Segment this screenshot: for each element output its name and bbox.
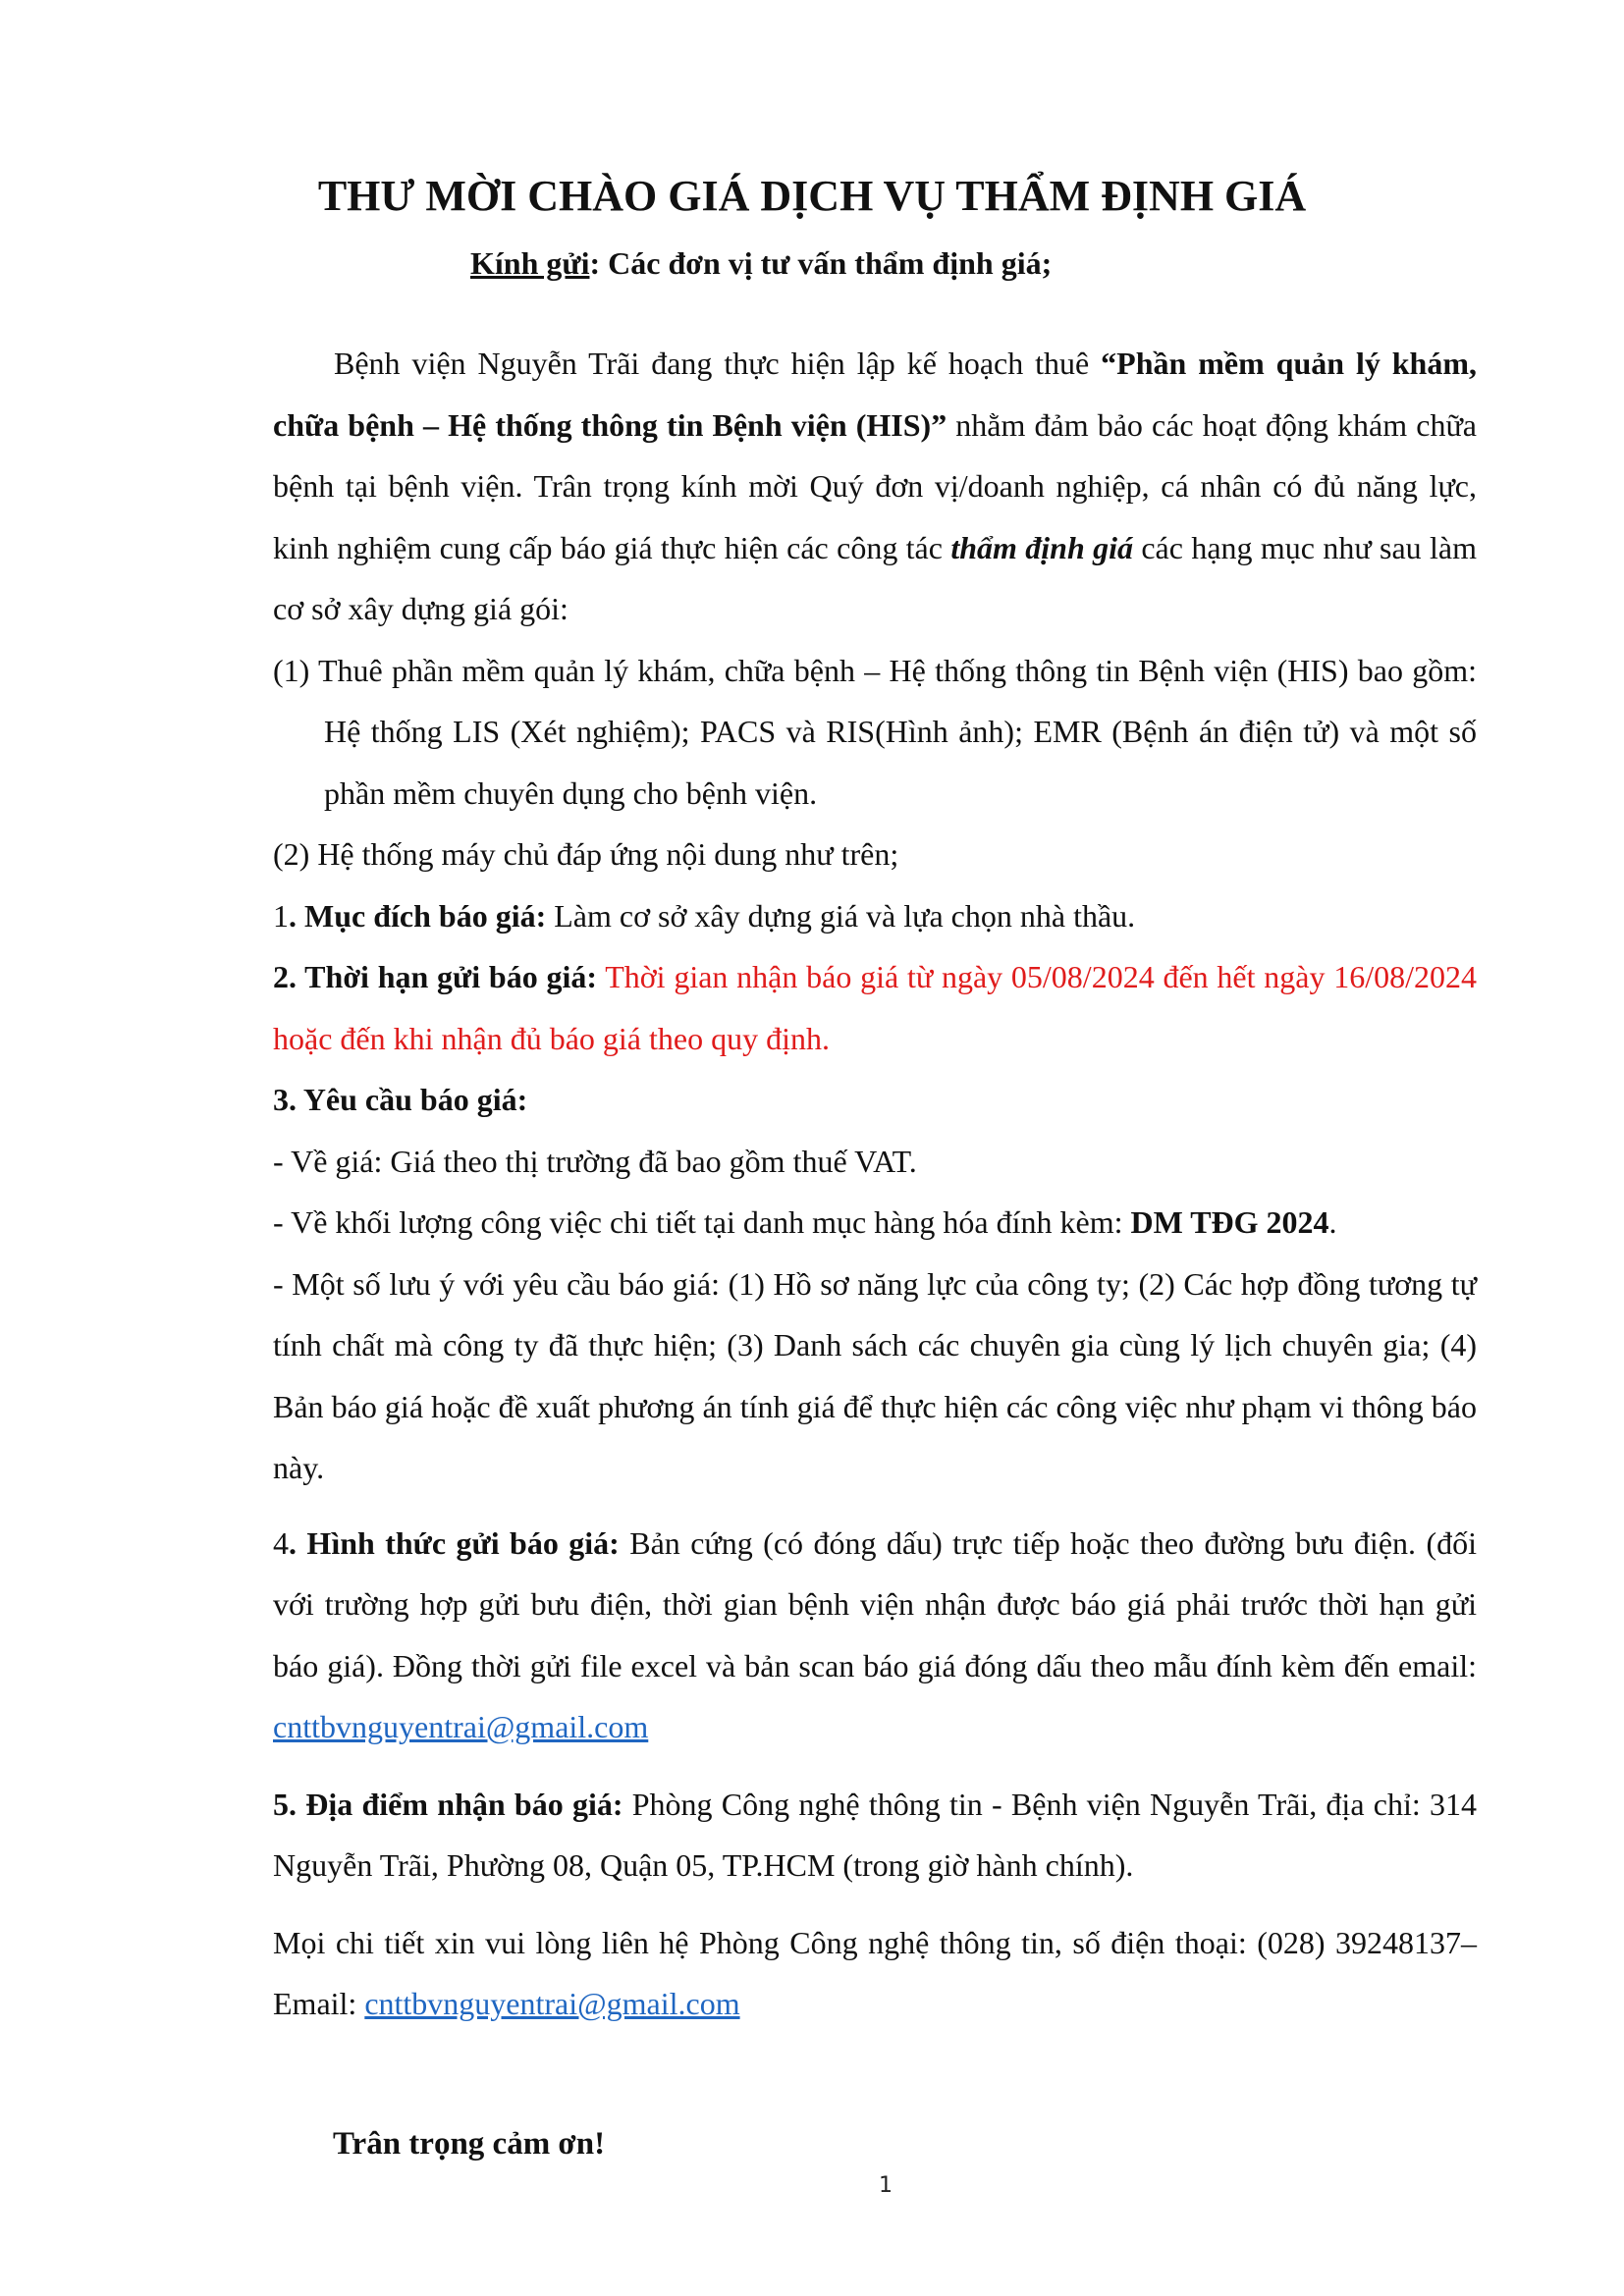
section-heading: . Hình thức gửi báo giá:: [289, 1524, 620, 1561]
contact-email-link[interactable]: cnttbvnguyentrai@gmail.com: [364, 1986, 740, 2021]
section-text: Bản cứng (có đóng dấu) trực tiếp hoặc theo đường bưu điện. (đối với trường hợp gửi bưu điện, thời gian bệnh viện nhận được báo giá phải trước thời hạn gửi báo giá). Đồng thời gửi file excel và bản scan báo giá đóng dấu theo mẫu đính kèm đến email:: [273, 1524, 1478, 1683]
list-item: (1) Thuê phần mềm quản lý khám, chữa bệnh – Hệ thống thông tin Bệnh viện (HIS) bao gồm: Hệ thống LIS (Xét nghiệm); PACS và RIS(Hình ảnh); EMR (Bệnh án điện tử) và một số phần mềm chuyên dụng cho bệnh viện.: [273, 652, 1477, 811]
closing-text: Trân trọng cảm ơn!: [333, 2126, 606, 2162]
page-number: [0, 2171, 1624, 2201]
section-heading: 2. Thời hạn gửi báo giá:: [273, 959, 598, 994]
section-text: Phòng Công nghệ thông tin - Bệnh viện Nguyễn Trãi, địa chỉ: 314 Nguyễn Trãi, Phường 08, Quận 05, TP.HCM (trong giờ hành chính).: [273, 1786, 1478, 1883]
section-text: Làm cơ sở xây dựng giá và lựa chọn nhà thầu.: [546, 897, 1136, 934]
intro-text-2: nhằm đảm bảo các hoạt động khám chữa bệnh tại bệnh viện. Trân trọng kính mời Quý đơn vị/doanh nghiệp, cá nhân có đủ năng lực, kinh nghiệm cung cấp báo giá thực hiện các công tác: [273, 406, 1478, 565]
contact-text: Mọi chi tiết xin vui lòng liên hệ Phòng Công nghệ thông tin, số điện thoại: (028) 39248137– Email:: [273, 1924, 1477, 2021]
salutation-recipient: Các đơn vị tư vấn thẩm định giá;: [600, 245, 1053, 281]
requirement-price: - Về giá: Giá theo thị trường đã bao gồm thuế VAT.: [273, 1143, 917, 1179]
page-number-value: 1: [879, 2173, 893, 2198]
intro-emphasis: thẩm định giá: [950, 529, 1133, 565]
section-requirements-heading: 3. Yêu cầu báo giá:: [273, 1082, 528, 1117]
requirement-volume-end: .: [1328, 1204, 1337, 1240]
salutation-label: Kính gửi: [470, 245, 590, 281]
section-heading: 5. Địa điểm nhận báo giá:: [273, 1786, 623, 1822]
document-body: [273, 333, 1477, 2035]
intro-paragraph: [273, 333, 1477, 640]
intro-text-3: các hạng mục như sau làm cơ sở xây dựng giá gói:: [273, 529, 1478, 626]
contact-paragraph: [273, 1912, 1477, 2035]
section-deadline: [273, 946, 1477, 1069]
section-heading: . Mục đích báo giá:: [289, 897, 547, 934]
section-purpose: [273, 885, 1477, 947]
attachment-name: DM TĐG 2024: [1130, 1204, 1329, 1240]
section-location: [273, 1774, 1477, 1896]
section-number: 1: [273, 897, 289, 934]
section-submission: [273, 1513, 1477, 1758]
requirement-notes: - Một số lưu ý với yêu cầu báo giá: (1) Hồ sơ năng lực của công ty; (2) Các hợp đồng tương tự tính chất mà công ty đã thực hiện; (3) Danh sách các chuyên gia cùng lý lịch chuyên gia; (4) Bản báo giá hoặc đề xuất phương án tính giá để thực hiện các công việc như phạm vi thông báo này.: [273, 1265, 1477, 1485]
project-name: “Phần mềm quản lý khám, chữa bệnh – Hệ thống thông tin Bệnh viện (HIS)”: [273, 346, 1478, 443]
document-title: THƯ MỜI CHÀO GIÁ DỊCH VỤ THẨM ĐỊNH GIÁ: [317, 172, 1307, 220]
list-item: (2) Hệ thống máy chủ đáp ứng nội dung như trên;: [273, 836, 899, 872]
requirement-volume-text: - Về khối lượng công việc chi tiết tại danh mục hàng hóa đính kèm:: [273, 1204, 1131, 1240]
section-number: 4: [273, 1524, 289, 1561]
email-link[interactable]: cnttbvnguyentrai@gmail.com: [273, 1709, 649, 1744]
intro-text-1: Bệnh viện Nguyễn Trãi đang thực hiện lập kế hoạch thuê: [334, 346, 1102, 381]
requirement-volume: [273, 1192, 1477, 1254]
deadline-text: Thời gian nhận báo giá từ ngày 05/08/2024 đến hết ngày 16/08/2024 hoặc đến khi nhận đủ báo giá theo quy định.: [273, 959, 1478, 1056]
salutation-colon: :: [589, 245, 601, 281]
salutation: [470, 241, 1052, 285]
